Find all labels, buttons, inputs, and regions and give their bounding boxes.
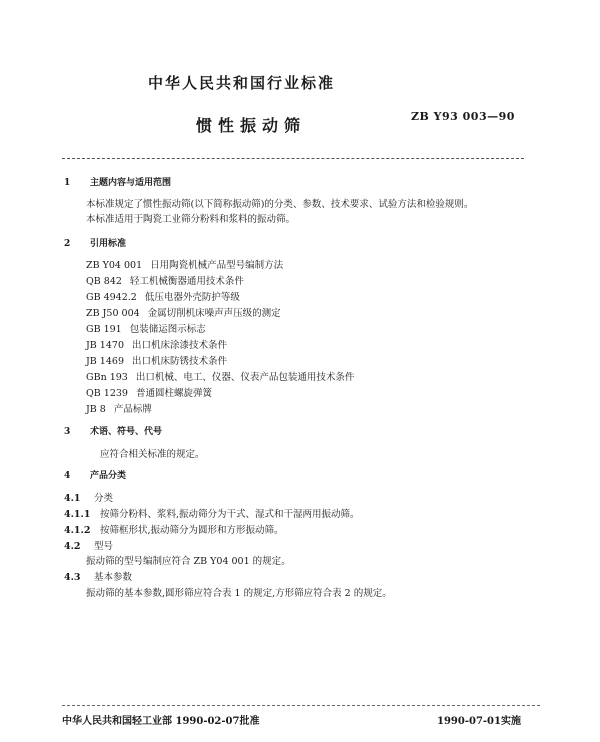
reference-item xyxy=(86,273,244,287)
subsection-number: 4.3 xyxy=(64,572,81,583)
reference-code: JB 1470 xyxy=(86,340,124,351)
clause-text: 按筛框形状,振动筛分为圆形和方形振动筛。 xyxy=(100,525,284,536)
reference-code: JB 8 xyxy=(86,404,106,415)
section-1-para-1: 本标准规定了惯性振动筛(以下简称振动筛)的分类、参数、技术要求、试验方法和检验规则。 xyxy=(86,199,474,210)
reference-code: JB 1469 xyxy=(86,356,124,367)
reference-item xyxy=(86,369,354,383)
subsection-number: 4.1 xyxy=(64,493,81,504)
effective-date: 1990-07-01实施 xyxy=(437,716,521,727)
section-title: 引用标准 xyxy=(90,239,127,249)
section-title: 产品分类 xyxy=(90,471,127,481)
subsection-title: 基本参数 xyxy=(94,572,133,583)
approval-line: 中华人民共和国轻工业部 1990-02-07批准 xyxy=(62,716,260,727)
reference-item xyxy=(86,385,212,399)
subsection-title: 型号 xyxy=(94,541,114,552)
section-3-para: 应符合相关标准的规定。 xyxy=(100,449,205,460)
subsection-4-3-text: 振动筛的基本参数,圆形筛应符合表 1 的规定,方形筛应符合表 2 的规定。 xyxy=(86,588,392,599)
section-title: 术语、符号、代号 xyxy=(90,427,163,437)
reference-item xyxy=(86,353,227,367)
subsection-4-1 xyxy=(64,490,113,504)
standard-type-header: 中华人民共和国行业标准 xyxy=(148,74,336,92)
reference-title: 日用陶瓷机械产品型号编制方法 xyxy=(150,260,284,271)
reference-code: ZB J50 004 xyxy=(86,308,140,319)
section-1-para-2: 本标准适用于陶瓷工业筛分粉料和浆料的振动筛。 xyxy=(86,214,296,225)
reference-title: 出口机床防锈技术条件 xyxy=(132,356,228,367)
reference-item xyxy=(86,401,152,415)
reference-title: 金属切削机床噪声声压级的测定 xyxy=(147,308,281,319)
section-number: 1 xyxy=(64,178,71,188)
reference-item xyxy=(86,305,281,319)
clause-text: 按筛分粉料、浆料,振动筛分为干式、湿式和干湿两用振动筛。 xyxy=(100,509,360,520)
reference-item xyxy=(86,337,227,351)
reference-title: 轻工机械衡器通用技术条件 xyxy=(129,276,244,287)
reference-code: QB 842 xyxy=(86,276,122,287)
section-1-heading xyxy=(64,175,171,188)
subsection-4-3 xyxy=(64,569,132,583)
clause-number: 4.1.2 xyxy=(64,525,91,536)
reference-item xyxy=(86,257,283,271)
reference-item xyxy=(86,321,206,335)
subsection-4-2 xyxy=(64,538,113,552)
reference-item xyxy=(86,289,240,303)
reference-code: GBn 193 xyxy=(86,372,128,383)
clause-number: 4.1.1 xyxy=(64,509,91,520)
reference-title: 出口机床涂漆技术条件 xyxy=(132,340,228,351)
footer-divider xyxy=(62,705,540,706)
section-number: 4 xyxy=(64,471,71,481)
section-4-heading xyxy=(64,468,126,481)
reference-title: 低压电器外壳防护等级 xyxy=(144,292,240,303)
subsection-title: 分类 xyxy=(94,493,114,504)
document-title: 惯性振动筛 xyxy=(196,116,307,135)
standard-code: ZB Y93 003—90 xyxy=(411,110,515,123)
subsection-4-2-text: 振动筛的型号编制应符合 ZB Y04 001 的规定。 xyxy=(86,556,291,567)
section-title: 主题内容与适用范围 xyxy=(90,178,172,188)
section-3-heading xyxy=(64,424,162,437)
header-divider xyxy=(62,158,524,159)
reference-title: 出口机械、电工、仪器、仪表产品包装通用技术条件 xyxy=(135,372,355,383)
subsection-number: 4.2 xyxy=(64,541,81,552)
reference-code: GB 4942.2 xyxy=(86,292,137,303)
reference-code: QB 1239 xyxy=(86,388,128,399)
reference-title: 包装储运图示标志 xyxy=(129,324,206,335)
reference-title: 普通圆柱螺旋弹簧 xyxy=(135,388,212,399)
reference-code: GB 191 xyxy=(86,324,122,335)
section-2-heading xyxy=(64,236,126,249)
clause-4-1-2 xyxy=(64,522,284,536)
section-number: 2 xyxy=(64,239,71,249)
reference-code: ZB Y04 001 xyxy=(86,260,143,271)
section-number: 3 xyxy=(64,427,71,437)
reference-title: 产品标牌 xyxy=(113,404,152,415)
clause-4-1-1 xyxy=(64,506,360,520)
